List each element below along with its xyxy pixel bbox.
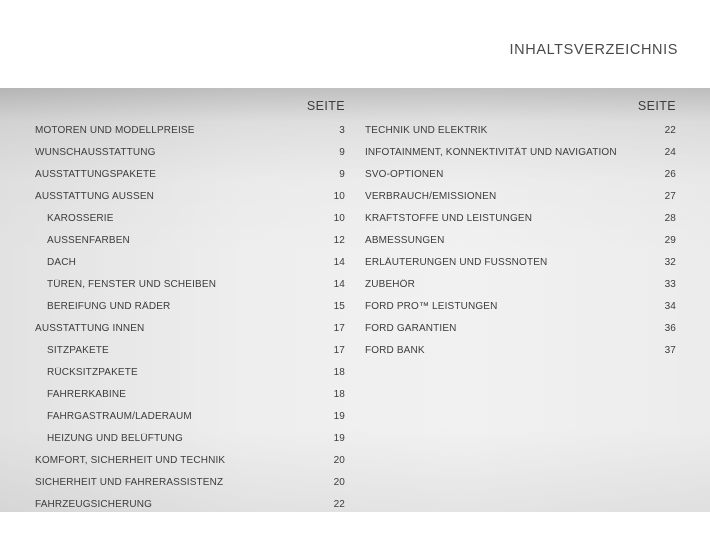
toc-entry[interactable] (35, 339, 345, 361)
toc-entry-label: KRAFTSTOFFE UND LEISTUNGEN (365, 212, 533, 224)
toc-entry[interactable] (35, 427, 345, 449)
toc-entry[interactable] (35, 295, 345, 317)
toc-entry-label: FAHRGASTRAUM/LADERAUM (47, 410, 192, 422)
toc-entry-label: RÜCKSITZPAKETE (47, 366, 138, 378)
toc-entry[interactable] (365, 273, 676, 295)
toc-entry[interactable] (35, 405, 345, 427)
toc-entry-page: 22 (333, 498, 345, 510)
toc-entry[interactable] (365, 317, 676, 339)
toc-entry-label: HEIZUNG UND BELÜFTUNG (47, 432, 183, 444)
toc-entry-page: 29 (664, 234, 676, 246)
toc-column-left (35, 88, 345, 515)
toc-entry-label: TÜREN, FENSTER UND SCHEIBEN (47, 278, 217, 290)
column-header-seite-left: SEITE (306, 99, 345, 113)
toc-entry-label: SICHERHEIT UND FAHRERASSISTENZ (35, 476, 224, 488)
toc-rows-left (35, 119, 345, 515)
toc-entry-page: 37 (664, 344, 676, 356)
toc-entry-page: 3 (339, 124, 345, 136)
toc-entry-page: 18 (333, 388, 345, 400)
toc-entry-page: 26 (664, 168, 676, 180)
toc-entry-page: 17 (333, 322, 345, 334)
toc-entry-label: FORD BANK (365, 344, 425, 356)
toc-entry-label: KOMFORT, SICHERHEIT UND TECHNIK (35, 454, 226, 466)
toc-entry-page: 24 (664, 146, 676, 158)
toc-entry[interactable] (35, 119, 345, 141)
toc-entry-page: 20 (333, 476, 345, 488)
toc-entry-page: 9 (339, 146, 345, 158)
toc-entry[interactable] (365, 229, 676, 251)
toc-entry[interactable] (35, 273, 345, 295)
toc-entry-label: FAHRZEUGSICHERUNG (35, 498, 153, 510)
toc-entry-label: AUSSTATTUNG AUSSEN (35, 190, 155, 202)
toc-entry-label: DACH (47, 256, 76, 268)
toc-entry[interactable] (365, 141, 676, 163)
toc-entry-label: AUSSTATTUNGSPAKETE (35, 168, 157, 180)
toc-entry[interactable] (35, 163, 345, 185)
toc-entry[interactable] (35, 251, 345, 273)
toc-entry[interactable] (35, 141, 345, 163)
toc-entry-label: VERBRAUCH/EMISSIONEN (365, 190, 497, 202)
toc-entry-page: 34 (664, 300, 676, 312)
toc-entry-label: INFOTAINMENT, KONNEKTIVITÄT UND NAVIGATION (365, 146, 617, 158)
toc-entry[interactable] (365, 251, 676, 273)
toc-entry-page: 36 (664, 322, 676, 334)
toc-entry-page: 18 (333, 366, 345, 378)
toc-entry[interactable] (35, 383, 345, 405)
toc-entry-page: 15 (333, 300, 345, 312)
toc-entry[interactable] (365, 163, 676, 185)
page-title: INHALTSVERZEICHNIS (509, 42, 678, 58)
toc-entry-label: ZUBEHÖR (365, 278, 415, 290)
toc-column-right (365, 88, 676, 361)
toc-panel (0, 88, 710, 512)
toc-entry[interactable] (35, 207, 345, 229)
toc-entry-label: TECHNIK UND ELEKTRIK (365, 124, 488, 136)
toc-entry-page: 19 (333, 432, 345, 444)
toc-entry[interactable] (35, 317, 345, 339)
toc-entry-page: 10 (333, 212, 345, 224)
toc-entry-label: AUSSTATTUNG INNEN (35, 322, 145, 334)
toc-entry[interactable] (35, 361, 345, 383)
toc-entry-label: WUNSCHAUSSTATTUNG (35, 146, 156, 158)
toc-entry-page: 32 (664, 256, 676, 268)
column-header-seite-right: SEITE (637, 99, 676, 113)
toc-entry-page: 9 (339, 168, 345, 180)
toc-rows-right (365, 119, 676, 361)
toc-entry[interactable] (35, 185, 345, 207)
toc-entry-page: 14 (333, 256, 345, 268)
toc-entry-page: 12 (333, 234, 345, 246)
toc-entry[interactable] (35, 449, 345, 471)
toc-entry[interactable] (35, 471, 345, 493)
toc-entry-label: FORD PRO™ LEISTUNGEN (365, 300, 498, 312)
toc-entry-page: 27 (664, 190, 676, 202)
toc-entry[interactable] (35, 493, 345, 515)
toc-entry-page: 33 (664, 278, 676, 290)
toc-entry-label: FORD GARANTIEN (365, 322, 457, 334)
toc-entry-label: MOTOREN UND MODELLPREISE (35, 124, 195, 136)
toc-entry-label: SITZPAKETE (47, 344, 109, 356)
toc-entry-label: ABMESSUNGEN (365, 234, 445, 246)
toc-entry-page: 20 (333, 454, 345, 466)
toc-entry[interactable] (365, 185, 676, 207)
toc-entry-label: AUSSENFARBEN (47, 234, 130, 246)
toc-entry-label: FAHRERKABINE (47, 388, 127, 400)
toc-entry[interactable] (365, 119, 676, 141)
toc-entry-page: 22 (664, 124, 676, 136)
toc-entry-label: BEREIFUNG UND RÄDER (47, 300, 171, 312)
toc-entry-page: 10 (333, 190, 345, 202)
toc-entry-page: 14 (333, 278, 345, 290)
toc-entry[interactable] (35, 229, 345, 251)
toc-entry-label: SVO-OPTIONEN (365, 168, 444, 180)
toc-entry-page: 28 (664, 212, 676, 224)
toc-entry[interactable] (365, 339, 676, 361)
toc-entry[interactable] (365, 207, 676, 229)
toc-entry-page: 19 (333, 410, 345, 422)
toc-entry-label: KAROSSERIE (47, 212, 114, 224)
toc-entry-page: 17 (333, 344, 345, 356)
toc-entry-label: ERLÄUTERUNGEN UND FUSSNOTEN (365, 256, 548, 268)
toc-entry[interactable] (365, 295, 676, 317)
